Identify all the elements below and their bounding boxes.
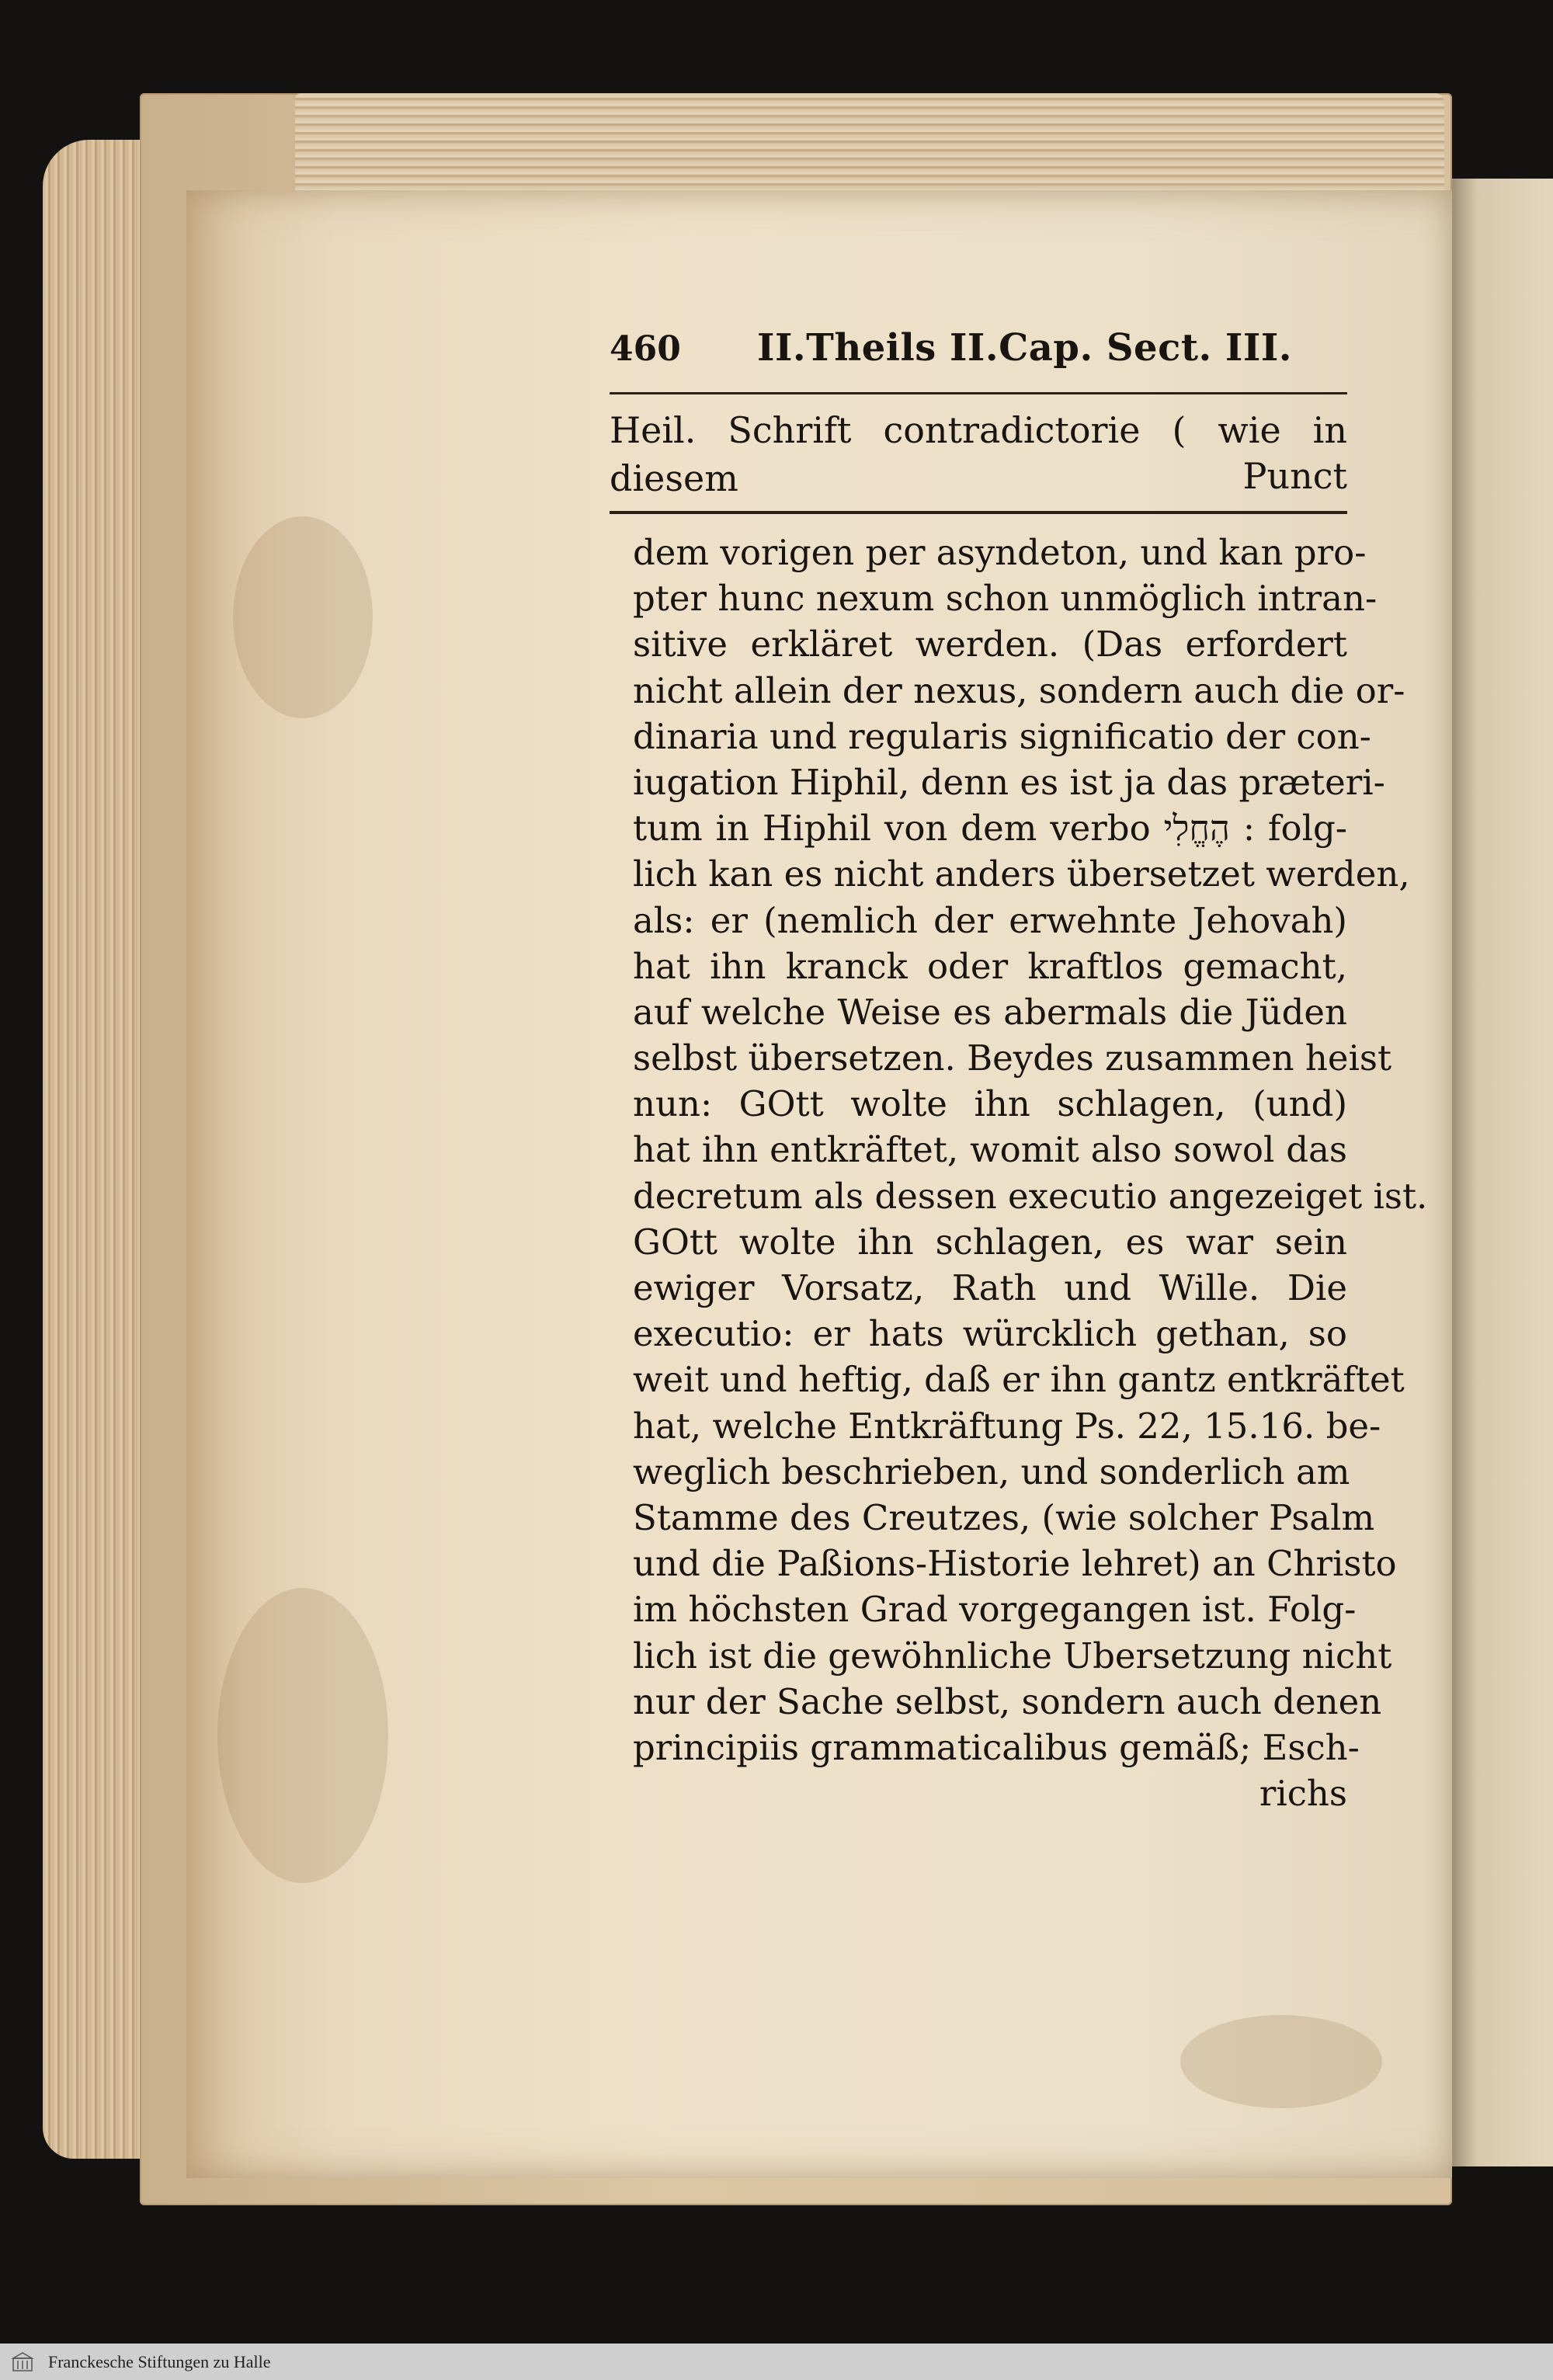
- text-line: nur der Sache selbst, sondern auch denen: [633, 1680, 1382, 1722]
- text-line: selbst übersetzen. Beydes zusammen heist: [633, 1037, 1392, 1079]
- page-header: [610, 326, 1347, 380]
- facing-page-edge: [1452, 179, 1553, 2166]
- page-number: 460: [610, 329, 681, 369]
- text-line: richs: [1259, 1773, 1347, 1815]
- text-line: weglich beschrieben, und sonderlich am: [633, 1451, 1350, 1492]
- footer-bar: [0, 2344, 1553, 2380]
- text-line: hat, welche Entkräftung Ps. 22, 15.16. be-: [633, 1405, 1381, 1447]
- text-line: hat ihn entkräftet, womit also sowol das: [633, 1129, 1347, 1171]
- text-line: nicht allein der nexus, sondern auch die or-: [633, 669, 1405, 711]
- section-divider: [610, 511, 1347, 514]
- text-line: dinaria und regularis significatio der con-: [633, 715, 1371, 757]
- text-line: im höchsten Grad vorgegangen ist. Folg-: [633, 1589, 1357, 1631]
- text-line: und die Paßions-Historie lehret) an Christo: [633, 1543, 1397, 1585]
- header-rule: [610, 392, 1347, 394]
- body-text: [633, 530, 1428, 1816]
- foundation-logo-icon: [6, 2349, 39, 2375]
- text-line: principiis grammaticalibus gemäß; Esch-: [633, 1726, 1360, 1768]
- text-line: Stamme des Creutzes, (wie solcher Psalm: [633, 1496, 1375, 1538]
- text-line: als: er (nemlich der erwehnte Jehovah): [633, 899, 1347, 941]
- running-head: II.Theils II.Cap. Sect. III.: [757, 326, 1292, 370]
- text-line: dem vorigen per asyndeton, und kan pro-: [633, 532, 1367, 573]
- text-line: ewiger Vorsatz, Rath und Wille. Die: [633, 1267, 1347, 1308]
- footer-institution: Franckesche Stiftungen zu Halle: [48, 2351, 271, 2371]
- carryover-line-end: Punct: [1242, 455, 1347, 497]
- text-line: executio: er hats würcklich gethan, so: [633, 1313, 1347, 1355]
- text-line: auf welche Weise es abermals die Jüden: [633, 991, 1347, 1033]
- text-line: GOtt wolte ihn schlagen, es war sein: [633, 1221, 1347, 1263]
- text-line: weit und heftig, daß er ihn gantz entkräftet: [633, 1359, 1405, 1401]
- text-line: decretum als dessen executio angezeiget ist.: [633, 1175, 1428, 1217]
- text-line: hat ihn kranck oder kraftlos gemacht,: [633, 945, 1347, 987]
- text-line: iugation Hiphil, denn es ist ja das præteri-: [633, 761, 1385, 803]
- text-line: pter hunc nexum schon unmöglich intran-: [633, 578, 1378, 620]
- text-line: lich kan es nicht anders übersetzet werden,: [633, 853, 1410, 895]
- text-line: lich ist die gewöhnliche Ubersetzung nicht: [633, 1635, 1392, 1676]
- text-line: sitive erkläret werden. (Das erfordert: [633, 624, 1347, 665]
- text-line: tum in Hiphil von dem verbo הֶחֱלִי : folg-: [633, 808, 1347, 850]
- carryover-line: Heil. Schrift contradictorie ( wie in diesem: [610, 409, 1347, 499]
- text-line: nun: GOtt wolte ihn schlagen, (und): [633, 1083, 1347, 1125]
